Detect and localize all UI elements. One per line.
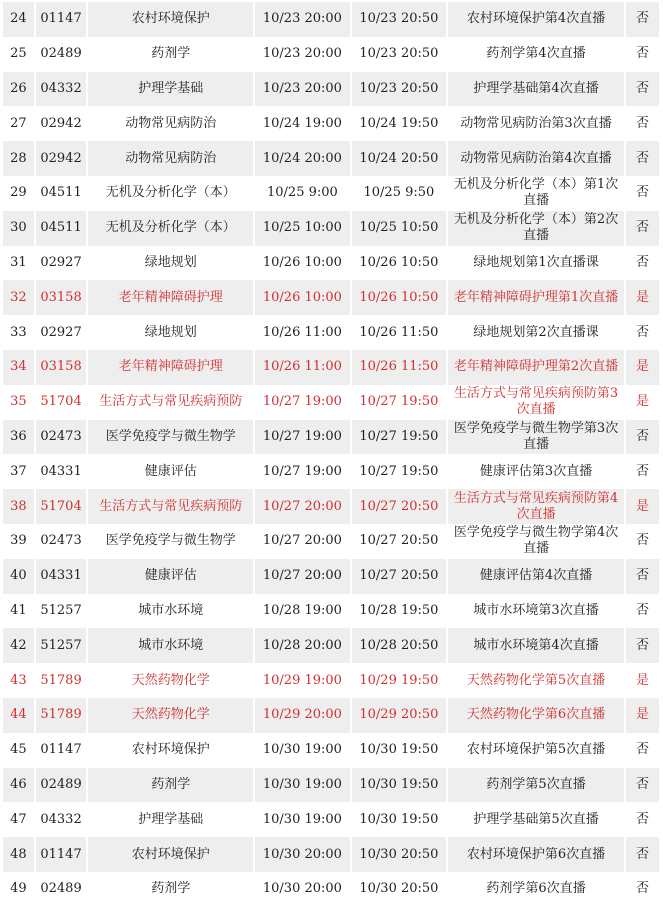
end-time-cell: 10/27 20:50 — [352, 489, 447, 524]
flag-value-cell: 是 — [626, 489, 659, 524]
row-number-cell: 32 — [3, 280, 34, 315]
course-name-cell: 绿地规划 — [88, 315, 253, 350]
row-number-cell: 45 — [3, 733, 34, 768]
start-time-cell: 10/29 19:00 — [255, 663, 350, 698]
end-time-cell: 10/29 20:50 — [352, 698, 447, 733]
row-number-cell: 37 — [3, 454, 34, 489]
course-code-cell: 01147 — [36, 733, 87, 768]
course-name-cell: 药剂学 — [88, 872, 253, 907]
flag-value-cell: 否 — [626, 176, 659, 211]
start-time-cell: 10/30 20:00 — [255, 837, 350, 872]
course-code-cell: 02489 — [36, 872, 87, 907]
end-time-cell: 10/27 19:50 — [352, 385, 447, 420]
flag-value-cell: 否 — [626, 594, 659, 629]
end-time-cell: 10/26 10:50 — [352, 280, 447, 315]
row-number-cell: 49 — [3, 872, 34, 907]
flag-value-cell: 是 — [626, 350, 659, 385]
course-code-cell: 02473 — [36, 420, 87, 455]
table-row — [3, 420, 659, 455]
course-name-cell: 老年精神障碍护理 — [88, 350, 253, 385]
course-name-cell: 健康评估 — [88, 559, 253, 594]
flag-value-cell: 否 — [626, 802, 659, 837]
flag-value-cell: 否 — [626, 733, 659, 768]
course-code-cell: 02489 — [36, 37, 87, 72]
start-time-cell: 10/30 19:00 — [255, 768, 350, 803]
end-time-cell: 10/28 20:50 — [352, 628, 447, 663]
session-title-cell: 老年精神障碍护理第1次直播 — [448, 280, 624, 315]
row-number-cell: 25 — [3, 37, 34, 72]
course-code-cell: 51789 — [36, 663, 87, 698]
row-number-cell: 24 — [3, 2, 34, 37]
flag-value-cell: 是 — [626, 663, 659, 698]
row-number-cell: 44 — [3, 698, 34, 733]
session-title-cell: 健康评估第4次直播 — [448, 559, 624, 594]
session-title-cell: 医学免疫学与微生物学第3次直播 — [448, 420, 624, 455]
start-time-cell: 10/24 20:00 — [255, 141, 350, 176]
table-row — [3, 802, 659, 837]
row-number-cell: 35 — [3, 385, 34, 420]
table-row — [3, 72, 659, 107]
session-title-cell: 农村环境保护第6次直播 — [448, 837, 624, 872]
course-code-cell: 03158 — [36, 280, 87, 315]
course-name-cell: 医学免疫学与微生物学 — [88, 420, 253, 455]
start-time-cell: 10/27 19:00 — [255, 454, 350, 489]
table-row — [3, 698, 659, 733]
start-time-cell: 10/25 10:00 — [255, 211, 350, 246]
session-title-cell: 医学免疫学与微生物学第4次直播 — [448, 524, 624, 559]
course-code-cell: 04331 — [36, 454, 87, 489]
course-code-cell: 51704 — [36, 489, 87, 524]
row-number-cell: 41 — [3, 594, 34, 629]
flag-value-cell: 否 — [626, 872, 659, 907]
live-schedule-table — [1, 2, 661, 907]
start-time-cell: 10/27 20:00 — [255, 489, 350, 524]
session-title-cell: 药剂学第5次直播 — [448, 768, 624, 803]
flag-value-cell: 否 — [626, 837, 659, 872]
flag-value-cell: 否 — [626, 37, 659, 72]
course-code-cell: 01147 — [36, 2, 87, 37]
start-time-cell: 10/29 20:00 — [255, 698, 350, 733]
table-row — [3, 141, 659, 176]
flag-value-cell: 否 — [626, 106, 659, 141]
table-row — [3, 211, 659, 246]
table-row — [3, 176, 659, 211]
course-name-cell: 天然药物化学 — [88, 698, 253, 733]
course-code-cell: 02473 — [36, 524, 87, 559]
row-number-cell: 40 — [3, 559, 34, 594]
session-title-cell: 农村环境保护第5次直播 — [448, 733, 624, 768]
table-row — [3, 246, 659, 281]
flag-value-cell: 否 — [626, 246, 659, 281]
start-time-cell: 10/26 11:00 — [255, 350, 350, 385]
course-name-cell: 农村环境保护 — [88, 837, 253, 872]
start-time-cell: 10/30 19:00 — [255, 802, 350, 837]
start-time-cell: 10/26 11:00 — [255, 315, 350, 350]
session-title-cell: 动物常见病防治第3次直播 — [448, 106, 624, 141]
flag-value-cell: 否 — [626, 315, 659, 350]
table-row — [3, 524, 659, 559]
table-row — [3, 594, 659, 629]
course-name-cell: 生活方式与常见疾病预防 — [88, 489, 253, 524]
start-time-cell: 10/27 19:00 — [255, 385, 350, 420]
session-title-cell: 药剂学第6次直播 — [448, 872, 624, 907]
row-number-cell: 43 — [3, 663, 34, 698]
row-number-cell: 33 — [3, 315, 34, 350]
start-time-cell: 10/25 9:00 — [255, 176, 350, 211]
flag-value-cell: 否 — [626, 628, 659, 663]
end-time-cell: 10/24 20:50 — [352, 141, 447, 176]
session-title-cell: 农村环境保护第4次直播 — [448, 2, 624, 37]
table-row — [3, 628, 659, 663]
flag-value-cell: 是 — [626, 698, 659, 733]
course-name-cell: 无机及分析化学（本） — [88, 176, 253, 211]
session-title-cell: 动物常见病防治第4次直播 — [448, 141, 624, 176]
table-row — [3, 663, 659, 698]
session-title-cell: 护理学基础第5次直播 — [448, 802, 624, 837]
end-time-cell: 10/27 20:50 — [352, 524, 447, 559]
course-name-cell: 绿地规划 — [88, 246, 253, 281]
start-time-cell: 10/30 20:00 — [255, 872, 350, 907]
flag-value-cell: 否 — [626, 211, 659, 246]
row-number-cell: 38 — [3, 489, 34, 524]
end-time-cell: 10/27 19:50 — [352, 420, 447, 455]
session-title-cell: 药剂学第4次直播 — [448, 37, 624, 72]
end-time-cell: 10/23 20:50 — [352, 72, 447, 107]
session-title-cell: 绿地规划第1次直播课 — [448, 246, 624, 281]
course-code-cell: 02942 — [36, 106, 87, 141]
session-title-cell: 城市水环境第3次直播 — [448, 594, 624, 629]
start-time-cell: 10/27 20:00 — [255, 559, 350, 594]
row-number-cell: 39 — [3, 524, 34, 559]
end-time-cell: 10/28 19:50 — [352, 594, 447, 629]
session-title-cell: 天然药物化学第6次直播 — [448, 698, 624, 733]
course-name-cell: 动物常见病防治 — [88, 141, 253, 176]
table-row — [3, 454, 659, 489]
end-time-cell: 10/30 20:50 — [352, 837, 447, 872]
course-name-cell: 城市水环境 — [88, 628, 253, 663]
course-name-cell: 药剂学 — [88, 37, 253, 72]
session-title-cell: 健康评估第3次直播 — [448, 454, 624, 489]
course-name-cell: 农村环境保护 — [88, 733, 253, 768]
session-title-cell: 天然药物化学第5次直播 — [448, 663, 624, 698]
course-name-cell: 护理学基础 — [88, 802, 253, 837]
row-number-cell: 48 — [3, 837, 34, 872]
start-time-cell: 10/28 19:00 — [255, 594, 350, 629]
start-time-cell: 10/23 20:00 — [255, 2, 350, 37]
course-code-cell: 04511 — [36, 211, 87, 246]
course-code-cell: 04332 — [36, 72, 87, 107]
table-row — [3, 768, 659, 803]
table-row — [3, 733, 659, 768]
course-name-cell: 医学免疫学与微生物学 — [88, 524, 253, 559]
flag-value-cell: 否 — [626, 524, 659, 559]
end-time-cell: 10/23 20:50 — [352, 2, 447, 37]
session-title-cell: 绿地规划第2次直播课 — [448, 315, 624, 350]
table-row — [3, 315, 659, 350]
session-title-cell: 生活方式与常见疾病预防第3次直播 — [448, 385, 624, 420]
course-code-cell: 51257 — [36, 594, 87, 629]
start-time-cell: 10/30 19:00 — [255, 733, 350, 768]
course-name-cell: 城市水环境 — [88, 594, 253, 629]
course-code-cell: 51789 — [36, 698, 87, 733]
row-number-cell: 26 — [3, 72, 34, 107]
session-title-cell: 无机及分析化学（本）第1次直播 — [448, 176, 624, 211]
session-title-cell: 无机及分析化学（本）第2次直播 — [448, 211, 624, 246]
table-body — [3, 2, 659, 907]
end-time-cell: 10/26 10:50 — [352, 246, 447, 281]
table-row — [3, 559, 659, 594]
row-number-cell: 46 — [3, 768, 34, 803]
end-time-cell: 10/26 11:50 — [352, 350, 447, 385]
end-time-cell: 10/24 19:50 — [352, 106, 447, 141]
row-number-cell: 27 — [3, 106, 34, 141]
table-row — [3, 385, 659, 420]
course-code-cell: 51704 — [36, 385, 87, 420]
row-number-cell: 29 — [3, 176, 34, 211]
end-time-cell: 10/30 19:50 — [352, 802, 447, 837]
end-time-cell: 10/30 19:50 — [352, 768, 447, 803]
table-row — [3, 489, 659, 524]
session-title-cell: 生活方式与常见疾病预防第4次直播 — [448, 489, 624, 524]
end-time-cell: 10/30 19:50 — [352, 733, 447, 768]
start-time-cell: 10/27 19:00 — [255, 420, 350, 455]
course-code-cell: 51257 — [36, 628, 87, 663]
end-time-cell: 10/26 11:50 — [352, 315, 447, 350]
table-row — [3, 280, 659, 315]
course-code-cell: 01147 — [36, 837, 87, 872]
row-number-cell: 31 — [3, 246, 34, 281]
session-title-cell: 城市水环境第4次直播 — [448, 628, 624, 663]
end-time-cell: 10/27 19:50 — [352, 454, 447, 489]
flag-value-cell: 否 — [626, 2, 659, 37]
course-name-cell: 生活方式与常见疾病预防 — [88, 385, 253, 420]
flag-value-cell: 是 — [626, 280, 659, 315]
start-time-cell: 10/27 20:00 — [255, 524, 350, 559]
start-time-cell: 10/23 20:00 — [255, 72, 350, 107]
row-number-cell: 47 — [3, 802, 34, 837]
flag-value-cell: 否 — [626, 454, 659, 489]
row-number-cell: 30 — [3, 211, 34, 246]
course-code-cell: 04511 — [36, 176, 87, 211]
end-time-cell: 10/23 20:50 — [352, 37, 447, 72]
flag-value-cell: 否 — [626, 559, 659, 594]
row-number-cell: 42 — [3, 628, 34, 663]
end-time-cell: 10/25 9:50 — [352, 176, 447, 211]
start-time-cell: 10/24 19:00 — [255, 106, 350, 141]
course-name-cell: 农村环境保护 — [88, 2, 253, 37]
flag-value-cell: 否 — [626, 72, 659, 107]
row-number-cell: 36 — [3, 420, 34, 455]
table-row — [3, 837, 659, 872]
session-title-cell: 护理学基础第4次直播 — [448, 72, 624, 107]
course-code-cell: 02927 — [36, 315, 87, 350]
course-code-cell: 02927 — [36, 246, 87, 281]
course-name-cell: 动物常见病防治 — [88, 106, 253, 141]
row-number-cell: 34 — [3, 350, 34, 385]
start-time-cell: 10/28 20:00 — [255, 628, 350, 663]
course-name-cell: 健康评估 — [88, 454, 253, 489]
end-time-cell: 10/30 20:50 — [352, 872, 447, 907]
table-row — [3, 872, 659, 907]
flag-value-cell: 否 — [626, 141, 659, 176]
session-title-cell: 老年精神障碍护理第2次直播 — [448, 350, 624, 385]
course-code-cell: 04332 — [36, 802, 87, 837]
course-name-cell: 天然药物化学 — [88, 663, 253, 698]
table-row — [3, 2, 659, 37]
table-row — [3, 106, 659, 141]
course-code-cell: 04331 — [36, 559, 87, 594]
course-code-cell: 03158 — [36, 350, 87, 385]
course-code-cell: 02489 — [36, 768, 87, 803]
table-row — [3, 37, 659, 72]
flag-value-cell: 否 — [626, 768, 659, 803]
course-name-cell: 无机及分析化学（本） — [88, 211, 253, 246]
end-time-cell: 10/27 20:50 — [352, 559, 447, 594]
row-number-cell: 28 — [3, 141, 34, 176]
end-time-cell: 10/25 10:50 — [352, 211, 447, 246]
table-row — [3, 350, 659, 385]
course-name-cell: 老年精神障碍护理 — [88, 280, 253, 315]
start-time-cell: 10/23 20:00 — [255, 37, 350, 72]
start-time-cell: 10/26 10:00 — [255, 246, 350, 281]
flag-value-cell: 否 — [626, 420, 659, 455]
flag-value-cell: 是 — [626, 385, 659, 420]
start-time-cell: 10/26 10:00 — [255, 280, 350, 315]
course-name-cell: 护理学基础 — [88, 72, 253, 107]
course-name-cell: 药剂学 — [88, 768, 253, 803]
end-time-cell: 10/29 19:50 — [352, 663, 447, 698]
course-code-cell: 02942 — [36, 141, 87, 176]
